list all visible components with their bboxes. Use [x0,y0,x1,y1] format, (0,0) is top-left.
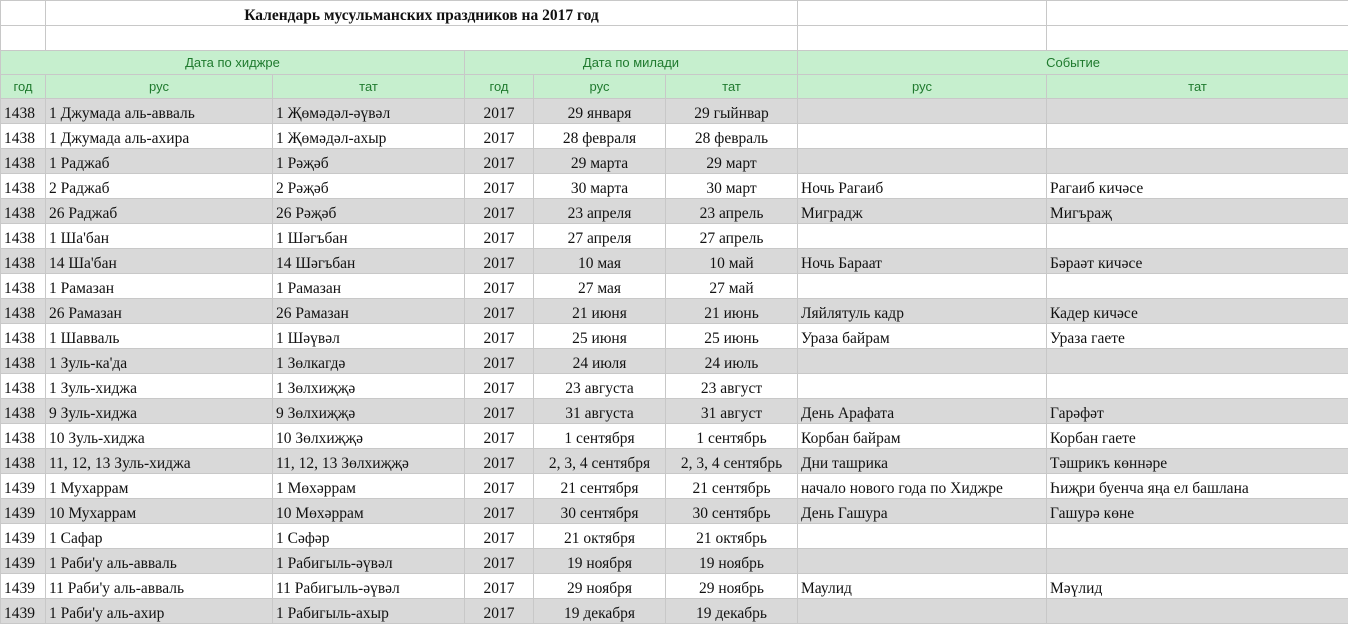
hijri-year-cell[interactable]: 1438 [1,324,46,349]
hijri-date-rus-cell[interactable]: 26 Раджаб [46,199,273,224]
hijri-year-cell[interactable]: 1438 [1,249,46,274]
miladi-date-rus-cell[interactable]: 29 января [534,99,666,124]
table-row [1,499,1348,524]
hijri-year-cell[interactable]: 1438 [1,174,46,199]
col-header-hijri-year[interactable]: год [1,75,46,99]
cell[interactable] [798,1,1047,26]
event-tat-cell[interactable] [1047,374,1348,399]
miladi-date-tat-cell[interactable]: 2, 3, 4 сентябрь [666,449,798,474]
miladi-date-tat-cell[interactable]: 31 август [666,399,798,424]
miladi-date-tat-cell[interactable]: 28 февраль [666,124,798,149]
hijri-date-rus-cell[interactable]: 1 Шавваль [46,324,273,349]
event-rus-cell[interactable] [798,349,1047,374]
miladi-date-rus-cell[interactable]: 23 августа [534,374,666,399]
event-tat-cell[interactable]: Кадер кичәсе [1047,299,1348,324]
miladi-date-tat-cell[interactable]: 29 ноябрь [666,574,798,599]
hijri-date-tat-cell[interactable]: 9 Зөлхиҗҗә [273,399,465,424]
hijri-year-cell[interactable]: 1438 [1,424,46,449]
hijri-date-rus-cell[interactable]: 1 Сафар [46,524,273,549]
miladi-date-tat-cell[interactable]: 21 октябрь [666,524,798,549]
cell[interactable] [1,1,46,26]
hijri-date-tat-cell[interactable]: 2 Рәҗәб [273,174,465,199]
hijri-date-tat-cell[interactable]: 1 Зөлхиҗҗә [273,374,465,399]
miladi-date-rus-cell[interactable]: 19 ноября [534,549,666,574]
hijri-year-cell[interactable]: 1438 [1,199,46,224]
hijri-date-tat-cell[interactable]: 1 Зөлкагдә [273,349,465,374]
miladi-year-cell[interactable]: 2017 [465,199,534,224]
miladi-date-tat-cell[interactable]: 23 апрель [666,199,798,224]
event-tat-cell[interactable]: Һиҗри буенча яңа ел башлана [1047,474,1348,499]
event-rus-cell[interactable]: Ураза байрам [798,324,1047,349]
miladi-year-cell[interactable]: 2017 [465,149,534,174]
miladi-date-tat-cell[interactable]: 30 сентябрь [666,499,798,524]
hijri-year-cell[interactable]: 1438 [1,124,46,149]
miladi-group-header[interactable]: Дата по милади [465,51,798,75]
miladi-date-rus-cell[interactable]: 30 сентября [534,499,666,524]
miladi-date-rus-cell[interactable]: 29 ноября [534,574,666,599]
miladi-date-rus-cell[interactable]: 28 февраля [534,124,666,149]
miladi-date-tat-cell[interactable]: 1 сентябрь [666,424,798,449]
event-tat-cell[interactable] [1047,274,1348,299]
miladi-year-cell[interactable]: 2017 [465,574,534,599]
miladi-date-rus-cell[interactable]: 21 октября [534,524,666,549]
hijri-date-rus-cell[interactable]: 1 Ша'бан [46,224,273,249]
event-group-header[interactable]: Событие [798,51,1348,75]
miladi-year-cell[interactable]: 2017 [465,249,534,274]
hijri-date-tat-cell[interactable]: 26 Рамазан [273,299,465,324]
table-row [1,124,1348,149]
cell[interactable] [46,26,798,51]
event-rus-cell[interactable] [798,599,1047,624]
miladi-date-tat-cell[interactable]: 19 ноябрь [666,549,798,574]
miladi-date-tat-cell[interactable]: 21 сентябрь [666,474,798,499]
hijri-date-rus-cell[interactable]: 11, 12, 13 Зуль-хиджа [46,449,273,474]
hijri-date-rus-cell[interactable]: 1 Рамазан [46,274,273,299]
col-header-event-tat[interactable]: тат [1047,75,1348,99]
hijri-date-rus-cell[interactable]: 14 Ша'бан [46,249,273,274]
event-rus-cell[interactable] [798,274,1047,299]
hijri-date-rus-cell[interactable]: 2 Раджаб [46,174,273,199]
hijri-date-tat-cell[interactable]: 26 Рәҗәб [273,199,465,224]
event-tat-cell[interactable]: Гарәфәт [1047,399,1348,424]
hijri-date-tat-cell[interactable]: 10 Мөхәррам [273,499,465,524]
miladi-date-tat-cell[interactable]: 27 май [666,274,798,299]
table-row [1,324,1348,349]
miladi-year-cell[interactable]: 2017 [465,324,534,349]
title-cell[interactable] [46,1,798,26]
miladi-date-rus-cell[interactable]: 30 марта [534,174,666,199]
hijri-year-cell[interactable]: 1438 [1,449,46,474]
event-rus-cell[interactable] [798,149,1047,174]
event-tat-cell[interactable] [1047,99,1348,124]
miladi-date-tat-cell[interactable]: 25 июнь [666,324,798,349]
hijri-year-cell[interactable]: 1439 [1,599,46,624]
event-tat-cell[interactable]: Тәшрикъ көннәре [1047,449,1348,474]
miladi-year-cell[interactable]: 2017 [465,399,534,424]
hijri-year-cell[interactable]: 1439 [1,474,46,499]
table-row [1,199,1348,224]
event-rus-cell[interactable]: начало нового года по Хиджре [798,474,1047,499]
event-tat-cell[interactable] [1047,349,1348,374]
miladi-year-cell[interactable]: 2017 [465,524,534,549]
miladi-date-tat-cell[interactable]: 10 май [666,249,798,274]
table-row [1,374,1348,399]
event-rus-cell[interactable] [798,549,1047,574]
hijri-date-tat-cell[interactable]: 1 Сәфәр [273,524,465,549]
miladi-date-tat-cell[interactable]: 23 август [666,374,798,399]
hijri-date-tat-cell[interactable]: 1 Шәгъбан [273,224,465,249]
hijri-date-rus-cell[interactable]: 9 Зуль-хиджа [46,399,273,424]
col-header-miladi-rus[interactable]: рус [534,75,666,99]
hijri-date-tat-cell[interactable]: 1 Рамазан [273,274,465,299]
event-rus-cell[interactable] [798,224,1047,249]
table-row [1,549,1348,574]
event-tat-cell[interactable]: Ураза гаете [1047,324,1348,349]
miladi-date-rus-cell[interactable]: 2, 3, 4 сентября [534,449,666,474]
table-row [1,524,1348,549]
hijri-date-tat-cell[interactable]: 1 Рәҗәб [273,149,465,174]
miladi-year-cell[interactable]: 2017 [465,224,534,249]
hijri-date-rus-cell[interactable]: 1 Мухаррам [46,474,273,499]
event-rus-cell[interactable]: Дни ташрика [798,449,1047,474]
event-tat-cell[interactable] [1047,149,1348,174]
hijri-date-rus-cell[interactable]: 1 Раджаб [46,149,273,174]
hijri-year-cell[interactable]: 1439 [1,499,46,524]
hijri-date-tat-cell[interactable]: 1 Мөхәррам [273,474,465,499]
table-row [1,449,1348,474]
miladi-date-tat-cell[interactable]: 19 декабрь [666,599,798,624]
event-tat-cell[interactable] [1047,599,1348,624]
hijri-year-cell[interactable]: 1438 [1,349,46,374]
miladi-year-cell[interactable]: 2017 [465,449,534,474]
event-rus-cell[interactable]: Миградж [798,199,1047,224]
hijri-date-tat-cell[interactable]: 11 Рабигыль-әүвәл [273,574,465,599]
event-rus-cell[interactable]: Ночь Бараат [798,249,1047,274]
col-header-miladi-tat[interactable]: тат [666,75,798,99]
table-row [1,424,1348,449]
hijri-year-cell[interactable]: 1438 [1,224,46,249]
miladi-year-cell[interactable]: 2017 [465,349,534,374]
event-tat-cell[interactable] [1047,524,1348,549]
miladi-date-tat-cell[interactable]: 29 гыйнвар [666,99,798,124]
event-rus-cell[interactable]: Маулид [798,574,1047,599]
miladi-date-tat-cell[interactable]: 24 июль [666,349,798,374]
miladi-year-cell[interactable]: 2017 [465,599,534,624]
table-row [1,249,1348,274]
hijri-date-rus-cell[interactable]: 1 Зуль-ка'да [46,349,273,374]
col-header-hijri-tat[interactable]: тат [273,75,465,99]
hijri-group-header[interactable]: Дата по хиджре [1,51,465,75]
table-row [1,349,1348,374]
event-rus-cell[interactable]: Ночь Рагаиб [798,174,1047,199]
miladi-date-rus-cell[interactable]: 21 июня [534,299,666,324]
miladi-date-rus-cell[interactable]: 1 сентября [534,424,666,449]
hijri-date-rus-cell[interactable]: 1 Джумада аль-ахира [46,124,273,149]
miladi-date-rus-cell[interactable]: 31 августа [534,399,666,424]
event-rus-cell[interactable]: День Арафата [798,399,1047,424]
miladi-date-rus-cell[interactable]: 29 марта [534,149,666,174]
event-tat-cell[interactable]: Корбан гаете [1047,424,1348,449]
hijri-year-cell[interactable]: 1438 [1,149,46,174]
miladi-date-rus-cell[interactable]: 10 мая [534,249,666,274]
hijri-date-rus-cell[interactable]: 10 Мухаррам [46,499,273,524]
header-column-row [1,75,1348,99]
col-header-miladi-year[interactable]: год [465,75,534,99]
hijri-date-rus-cell[interactable]: 26 Рамазан [46,299,273,324]
miladi-year-cell[interactable]: 2017 [465,424,534,449]
miladi-date-tat-cell[interactable]: 30 март [666,174,798,199]
table-row [1,299,1348,324]
miladi-date-rus-cell[interactable]: 27 мая [534,274,666,299]
hijri-year-cell[interactable]: 1438 [1,99,46,124]
table-row [1,274,1348,299]
miladi-year-cell[interactable]: 2017 [465,99,534,124]
miladi-year-cell[interactable]: 2017 [465,274,534,299]
miladi-date-tat-cell[interactable]: 21 июнь [666,299,798,324]
miladi-year-cell[interactable]: 2017 [465,549,534,574]
event-tat-cell[interactable] [1047,224,1348,249]
miladi-date-tat-cell[interactable]: 27 апрель [666,224,798,249]
hijri-date-tat-cell[interactable]: 1 Рабигыль-ахыр [273,599,465,624]
hijri-date-rus-cell[interactable]: 11 Раби'у аль-авваль [46,574,273,599]
event-tat-cell[interactable] [1047,549,1348,574]
miladi-year-cell[interactable]: 2017 [465,499,534,524]
hijri-date-tat-cell[interactable]: 1 Рабигыль-әүвәл [273,549,465,574]
event-tat-cell[interactable]: Рагаиб кичәсе [1047,174,1348,199]
event-rus-cell[interactable]: День Гашура [798,499,1047,524]
event-rus-cell[interactable] [798,524,1047,549]
table-row [1,174,1348,199]
hijri-date-rus-cell[interactable]: 1 Раби'у аль-ахир [46,599,273,624]
cell[interactable] [798,26,1047,51]
hijri-date-tat-cell[interactable]: 1 Җөмәдәл-әүвәл [273,99,465,124]
miladi-date-rus-cell[interactable]: 24 июля [534,349,666,374]
event-tat-cell[interactable]: Мәүлид [1047,574,1348,599]
hijri-year-cell[interactable]: 1438 [1,274,46,299]
miladi-year-cell[interactable]: 2017 [465,374,534,399]
hijri-year-cell[interactable]: 1439 [1,574,46,599]
event-rus-cell[interactable]: Корбан байрам [798,424,1047,449]
event-tat-cell[interactable]: Мигъраҗ [1047,199,1348,224]
miladi-date-tat-cell[interactable]: 29 март [666,149,798,174]
hijri-date-tat-cell[interactable]: 14 Шәгъбан [273,249,465,274]
hijri-date-rus-cell[interactable]: 1 Раби'у аль-авваль [46,549,273,574]
hijri-date-rus-cell[interactable]: 1 Зуль-хиджа [46,374,273,399]
table-row [1,149,1348,174]
hijri-date-rus-cell[interactable]: 1 Джумада аль-авваль [46,99,273,124]
table-row [1,99,1348,124]
hijri-date-tat-cell[interactable]: 10 Зөлхиҗҗә [273,424,465,449]
event-tat-cell[interactable]: Гашурә көне [1047,499,1348,524]
col-header-hijri-rus[interactable]: рус [46,75,273,99]
cell[interactable] [1047,1,1348,26]
hijri-year-cell[interactable]: 1439 [1,524,46,549]
event-rus-cell[interactable] [798,124,1047,149]
blank-row [1,1,1348,26]
cell[interactable] [1,26,46,51]
miladi-date-rus-cell[interactable]: 21 сентября [534,474,666,499]
event-tat-cell[interactable] [1047,124,1348,149]
cell[interactable] [1047,26,1348,51]
col-header-event-rus[interactable]: рус [798,75,1047,99]
miladi-year-cell[interactable]: 2017 [465,474,534,499]
hijri-date-rus-cell[interactable]: 10 Зуль-хиджа [46,424,273,449]
hijri-date-tat-cell[interactable]: 1 Шәүвәл [273,324,465,349]
hijri-year-cell[interactable]: 1438 [1,374,46,399]
miladi-date-rus-cell[interactable]: 27 апреля [534,224,666,249]
hijri-year-cell[interactable]: 1438 [1,299,46,324]
header-group-row [1,51,1348,75]
event-rus-cell[interactable] [798,99,1047,124]
event-rus-cell[interactable]: Ляйлятуль кадр [798,299,1047,324]
page-title: Календарь мусульманских праздников на 2017 год [244,7,599,24]
table-row [1,599,1348,624]
event-rus-cell[interactable] [798,374,1047,399]
miladi-date-rus-cell[interactable]: 19 декабря [534,599,666,624]
table-row [1,224,1348,249]
table-row [1,399,1348,424]
hijri-date-tat-cell[interactable]: 11, 12, 13 Зөлхиҗҗә [273,449,465,474]
hijri-date-tat-cell[interactable]: 1 Җөмәдәл-ахыр [273,124,465,149]
blank-row [1,26,1348,51]
table-row [1,574,1348,599]
hijri-year-cell[interactable]: 1438 [1,399,46,424]
miladi-year-cell[interactable]: 2017 [465,124,534,149]
miladi-year-cell[interactable]: 2017 [465,174,534,199]
hijri-year-cell[interactable]: 1439 [1,549,46,574]
miladi-year-cell[interactable]: 2017 [465,299,534,324]
miladi-date-rus-cell[interactable]: 25 июня [534,324,666,349]
miladi-date-rus-cell[interactable]: 23 апреля [534,199,666,224]
event-tat-cell[interactable]: Бәраәт кичәсе [1047,249,1348,274]
table-row [1,474,1348,499]
